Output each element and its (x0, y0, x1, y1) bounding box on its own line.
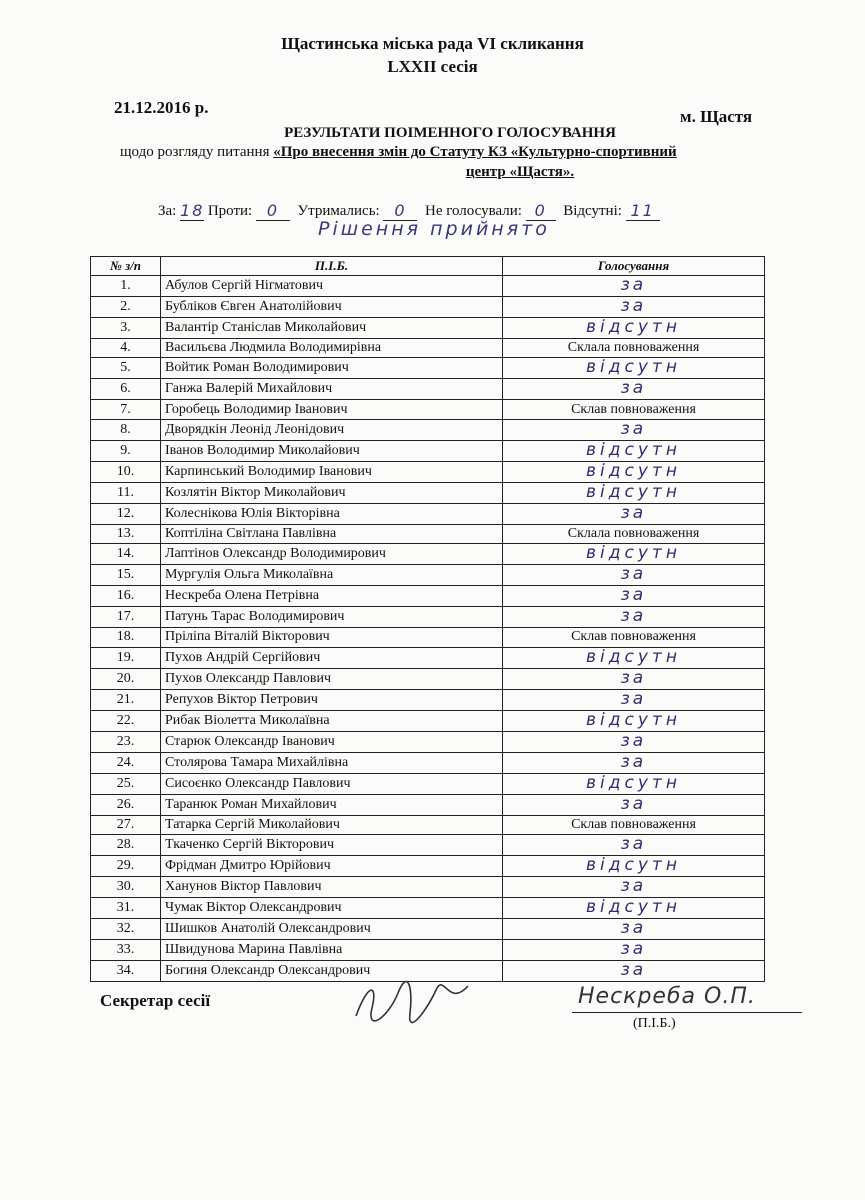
vote-value: за (620, 938, 647, 959)
table-row (91, 752, 765, 773)
vote-cell (503, 647, 765, 668)
deputy-name: Горобець Володимир Іванович (161, 400, 503, 419)
row-number: 24. (91, 752, 161, 773)
table-row (91, 815, 765, 834)
vote-cell (503, 689, 765, 710)
deputy-name: Швидунова Марина Павлівна (161, 939, 503, 960)
vote-tally (158, 200, 660, 220)
vote-cell (503, 752, 765, 773)
deputy-name: Чумак Віктор Олександрович (161, 897, 503, 918)
table-header-row (91, 257, 765, 276)
row-number: 18. (91, 628, 161, 647)
table-row (91, 318, 765, 339)
vote-value: відсутн (586, 543, 681, 564)
tally-proty-label: Проти: (207, 203, 253, 219)
table-row (91, 689, 765, 710)
deputy-name: Таранюк Роман Михайлович (161, 794, 503, 815)
vote-value: відсутн (586, 460, 681, 481)
vote-value: відсутн (586, 854, 681, 875)
deputy-name: Войтик Роман Володимирович (161, 358, 503, 379)
deputy-name: Фрідман Дмитро Юрійович (161, 855, 503, 876)
row-number: 32. (91, 918, 161, 939)
vote-value: за (620, 688, 647, 709)
vote-cell (503, 461, 765, 482)
row-number: 1. (91, 276, 161, 297)
secretary-name-handwritten: Нескреба О.П. (578, 984, 756, 1009)
table-row (91, 834, 765, 855)
vote-cell (503, 276, 765, 297)
vote-value: за (620, 793, 647, 814)
secretary-label: Секретар сесії (100, 991, 211, 1010)
tally-za-value: 18 (180, 201, 205, 220)
row-number: 10. (91, 461, 161, 482)
row-number: 8. (91, 419, 161, 440)
vote-value: за (620, 959, 647, 980)
row-number: 23. (91, 731, 161, 752)
vote-cell (503, 628, 765, 647)
table-row (91, 297, 765, 318)
vote-value: відсутн (586, 439, 681, 460)
vote-cell (503, 794, 765, 815)
secretary-signature (348, 978, 478, 1036)
signature-mark (348, 978, 478, 1028)
deputy-name: Дворядкін Леонід Леонідович (161, 419, 503, 440)
tally-utrymalys-value: 0 (383, 201, 417, 221)
vote-cell (503, 419, 765, 440)
deputy-name: Столярова Тамара Михайлівна (161, 752, 503, 773)
deputy-name: Татарка Сергій Миколайович (161, 815, 503, 834)
vote-value: за (620, 875, 647, 896)
vote-value: за (620, 751, 647, 772)
table-row (91, 668, 765, 689)
vote-cell (503, 358, 765, 379)
deputy-name: Абулов Сергій Нігматович (161, 276, 503, 297)
table-row (91, 440, 765, 461)
row-number: 28. (91, 834, 161, 855)
vote-cell (503, 855, 765, 876)
vote-cell (503, 400, 765, 419)
row-number: 20. (91, 668, 161, 689)
table-row (91, 276, 765, 297)
vote-value: Склала повноваження (567, 340, 700, 356)
vote-cell (503, 565, 765, 586)
vote-value: за (620, 667, 647, 688)
deputy-name: Ганжа Валерій Михайлович (161, 379, 503, 400)
deputy-name: Репухов Віктор Петрович (161, 689, 503, 710)
vote-value: за (620, 585, 647, 606)
vote-cell (503, 339, 765, 358)
row-number: 15. (91, 565, 161, 586)
subject-title-2: центр «Щастя». (465, 164, 575, 180)
vote-cell (503, 834, 765, 855)
table-row (91, 400, 765, 419)
deputy-name: Рибак Віолетта Миколаївна (161, 710, 503, 731)
vote-cell (503, 524, 765, 543)
vote-cell (503, 815, 765, 834)
deputy-name: Пріліпа Віталій Вікторович (161, 628, 503, 647)
row-number: 4. (91, 339, 161, 358)
tally-utrymalys-label: Утримались: (297, 203, 380, 219)
table-row (91, 358, 765, 379)
table-row (91, 503, 765, 524)
row-number: 21. (91, 689, 161, 710)
deputy-name: Карпинський Володимир Іванович (161, 461, 503, 482)
table-row (91, 710, 765, 731)
row-number: 12. (91, 503, 161, 524)
table-row (91, 524, 765, 543)
vote-cell (503, 482, 765, 503)
document-date: 21.12.2016 р. (114, 98, 209, 117)
deputy-name: Шишков Анатолій Олександрович (161, 918, 503, 939)
row-number: 26. (91, 794, 161, 815)
table-row (91, 918, 765, 939)
vote-cell (503, 607, 765, 628)
row-number: 29. (91, 855, 161, 876)
subject-line (120, 144, 677, 161)
vote-value: відсутн (586, 317, 681, 337)
session-number: LXXII сесія (387, 57, 478, 76)
row-number: 17. (91, 607, 161, 628)
table-row (91, 897, 765, 918)
deputy-name: Іванов Володимир Миколайович (161, 440, 503, 461)
row-number: 31. (91, 897, 161, 918)
vote-cell (503, 668, 765, 689)
vote-value: відсутн (586, 481, 681, 502)
vote-cell (503, 918, 765, 939)
row-number: 19. (91, 647, 161, 668)
vote-value: за (620, 833, 647, 854)
row-number: 13. (91, 524, 161, 543)
vote-cell (503, 897, 765, 918)
row-number: 2. (91, 297, 161, 318)
table-row (91, 419, 765, 440)
pib-caption: (П.І.Б.) (633, 1016, 676, 1031)
table-row (91, 876, 765, 897)
table-row (91, 773, 765, 794)
vote-value: за (620, 418, 647, 439)
vote-cell (503, 297, 765, 318)
vote-value: відсутн (586, 772, 681, 793)
table-row (91, 586, 765, 607)
tally-ne-golosuvaly-value: 0 (526, 201, 556, 221)
vote-cell (503, 503, 765, 524)
deputy-name: Нескреба Олена Петрівна (161, 586, 503, 607)
vote-value: за (620, 378, 647, 399)
vote-cell (503, 318, 765, 339)
deputy-name: Ткаченко Сергій Вікторович (161, 834, 503, 855)
vote-cell (503, 544, 765, 565)
vote-value: за (620, 275, 647, 295)
decision-handwritten: Рішення прийнято (318, 218, 550, 240)
table-row (91, 339, 765, 358)
voting-table (90, 256, 765, 982)
table-row (91, 628, 765, 647)
vote-cell (503, 960, 765, 981)
table-row (91, 731, 765, 752)
row-number: 34. (91, 960, 161, 981)
vote-value: Склав повноваження (571, 816, 696, 832)
vote-cell (503, 379, 765, 400)
deputy-name: Коптіліна Світлана Павлівна (161, 524, 503, 543)
table-row (91, 379, 765, 400)
vote-value: за (620, 917, 647, 938)
vote-cell (503, 731, 765, 752)
deputy-name: Козлятін Віктор Миколайович (161, 482, 503, 503)
vote-value: за (620, 296, 647, 316)
deputy-name: Богиня Олександр Олександрович (161, 960, 503, 981)
vote-value: відсутн (586, 357, 681, 378)
deputy-name: Колеснікова Юлія Вікторівна (161, 503, 503, 524)
name-line (572, 1012, 802, 1013)
vote-cell (503, 440, 765, 461)
row-number: 3. (91, 318, 161, 339)
vote-value: за (620, 564, 647, 585)
row-number: 14. (91, 544, 161, 565)
tally-za-label: За: (158, 203, 177, 219)
row-number: 33. (91, 939, 161, 960)
deputy-name: Сисоєнко Олександр Павлович (161, 773, 503, 794)
tally-proty-value: 0 (256, 201, 290, 221)
vote-value: Склав повноваження (571, 629, 696, 645)
header-vote: Голосування (503, 257, 765, 276)
table-row (91, 647, 765, 668)
vote-cell (503, 773, 765, 794)
table-row (91, 855, 765, 876)
vote-cell (503, 939, 765, 960)
table-row (91, 461, 765, 482)
city-name: м. Щастя (680, 107, 753, 126)
header-number: № з/п (91, 257, 161, 276)
tally-vidsutni-label: Відсутні: (563, 203, 622, 219)
row-number: 5. (91, 358, 161, 379)
table-row (91, 544, 765, 565)
deputy-name: Лаптінов Олександр Володимирович (161, 544, 503, 565)
row-number: 22. (91, 710, 161, 731)
subject-title-1: «Про внесення змін до Статуту КЗ «Культурно-спортивний (273, 144, 677, 160)
deputy-name: Пухов Олександр Павлович (161, 668, 503, 689)
table-row (91, 939, 765, 960)
subject-prefix: щодо розгляду питання (120, 144, 270, 160)
row-number: 9. (91, 440, 161, 461)
vote-cell (503, 710, 765, 731)
deputy-name: Пухов Андрій Сергійович (161, 647, 503, 668)
row-number: 11. (91, 482, 161, 503)
deputy-name: Старюк Олександр Іванович (161, 731, 503, 752)
vote-value: відсутн (586, 896, 681, 917)
vote-value: за (620, 730, 647, 751)
deputy-name: Патунь Тарас Володимирович (161, 607, 503, 628)
row-number: 6. (91, 379, 161, 400)
vote-value: Склала повноваження (567, 525, 700, 541)
vote-value: за (620, 502, 647, 523)
vote-value: Склав повноваження (571, 401, 696, 417)
row-number: 25. (91, 773, 161, 794)
deputy-name: Васильєва Людмила Володимирівна (161, 339, 503, 358)
table-row (91, 482, 765, 503)
deputy-name: Бубліков Євген Анатолійович (161, 297, 503, 318)
document-title: РЕЗУЛЬТАТИ ПОІМЕННОГО ГОЛОСУВАННЯ (284, 125, 616, 141)
vote-value: відсутн (586, 646, 681, 667)
header-name: П.І.Б. (161, 257, 503, 276)
table-row (91, 607, 765, 628)
vote-cell (503, 876, 765, 897)
vote-value: за (620, 606, 647, 627)
row-number: 30. (91, 876, 161, 897)
deputy-name: Мургулія Ольга Миколаївна (161, 565, 503, 586)
tally-ne-golosuvaly-label: Не голосували: (424, 203, 522, 219)
table-row (91, 794, 765, 815)
row-number: 27. (91, 815, 161, 834)
council-name: Щастинська міська рада VI скликання (281, 34, 584, 53)
row-number: 7. (91, 400, 161, 419)
tally-vidsutni-value: 11 (626, 201, 660, 221)
deputy-name: Валантір Станіслав Миколайович (161, 318, 503, 339)
table-row (91, 565, 765, 586)
vote-cell (503, 586, 765, 607)
row-number: 16. (91, 586, 161, 607)
deputy-name: Ханунов Віктор Павлович (161, 876, 503, 897)
vote-value: відсутн (586, 709, 681, 730)
